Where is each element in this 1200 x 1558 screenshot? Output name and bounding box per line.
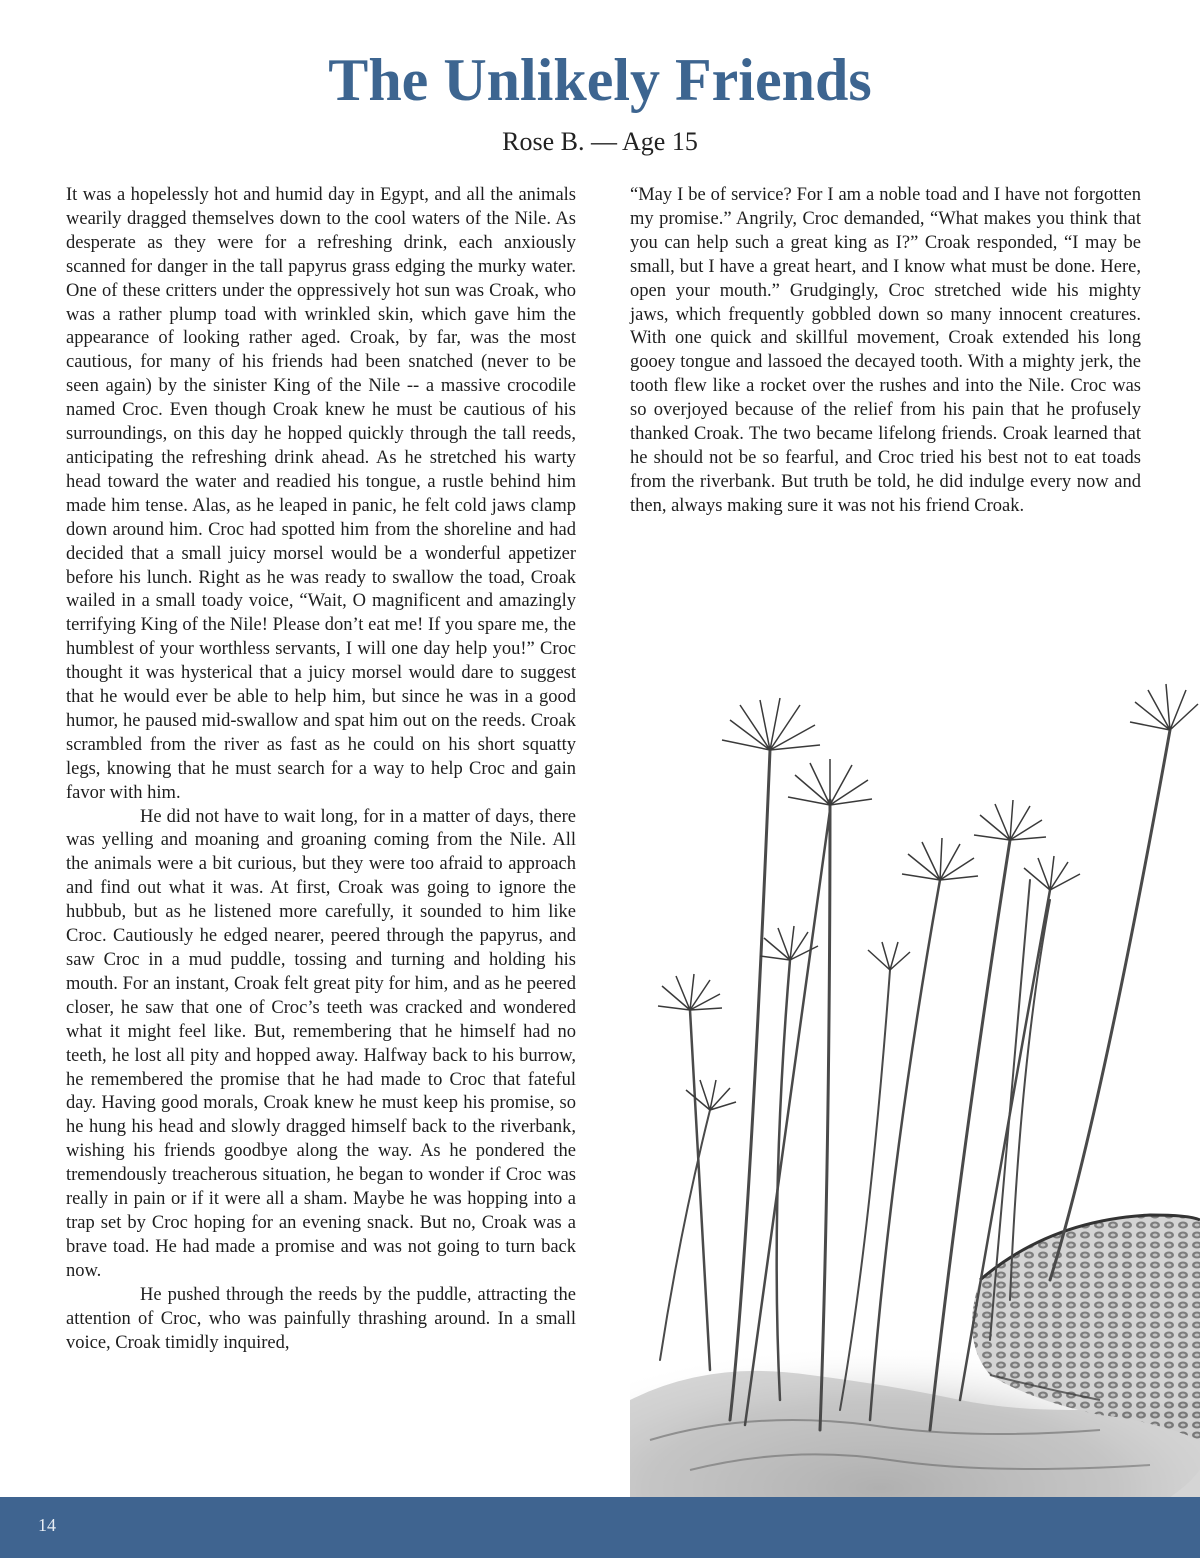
author-byline: Rose B. — Age 15 <box>502 127 698 156</box>
papyrus-crocodile-sketch <box>630 640 1200 1500</box>
paragraph: “May I be of service? For I am a noble toad and I have not forgotten my promise.” Angrily, Croc demanded, “What makes you think that you can help such a great king as I?” Croak responded, “I may be small, but I have a great heart, and I know what must be done. Here, open your mouth.” Grudgingly, Croc stretched wide his mighty jaws, which frequently gobbled down so many innocent creatures. With one quick and skillful movement, Croak extended his long gooey tongue and lassoed the decayed tooth. With a mighty jerk, the tooth flew like a rocket over the rushes and into the Nile. Croc was so overjoyed because of the relief from his pain that he profusely thanked Croak. The two became lifelong friends. Croak learned that he should not be so fearful, and Croc tried his best not to eat toads from the riverbank. But truth be told, he did indulge every now and then, always making sure it was not his friend Croak. <box>630 185 1141 516</box>
article-column-left <box>66 184 576 1355</box>
page-number: 14 <box>38 1515 56 1535</box>
paragraph: It was a hopelessly hot and humid day in Egypt, and all the animals wearily dragged themselves down to the cool waters of the Nile. As desperate as they were for a refreshing drink, each anxiously scanned for danger in the tall papyrus grass edging the murky water. One of these critters under the oppressively hot sun was Croak, who was a rather plump toad with wrinkled skin, which gave him the appearance of looking rather aged. Croak, by far, was the most cautious, for many of his friends had been snatched (never to be seen again) by the sinister King of the Nile -- a massive crocodile named Croc. Even though Croak knew he must be cautious of his surroundings, on this day he hopped quickly through the tall reeds, anticipating the refreshing drink ahead. As he stretched his warty head toward the water and readied his tongue, a rustle behind him made him tense. Alas, as he leaped in panic, he felt cold jaws clamp down around him. Croc had spotted him from the shoreline and had decided that a small juicy morsel would be a wonderful appetizer before his lunch. Right as he was ready to swallow the toad, Croak wailed in a small toady voice, “Wait, O magnificent and amazingly terrifying King of the Nile! Please don’t eat me! If you spare me, the humblest of your worthless servants, I will one day help you!” Croc thought it was hysterical that a juicy morsel would dare to suggest that he would ever be able to help him, but since he was in a good humor, he paused mid-swallow and spat him out on the reeds. Croak scrambled from the river as fast as he could on his short squatty legs, knowing that he must search for a way to help Croc and gain favor with him. <box>66 185 576 803</box>
article-column-right <box>630 184 1141 519</box>
paragraph: He did not have to wait long, for in a matter of days, there was yelling and moaning and groaning coming from the Nile. All the animals were a bit curious, but they were too afraid to approach and find out what it was. At first, Croak was going to ignore the hubbub, but as he listened more carefully, it sounded to him like Croc. Cautiously he edged nearer, peered through the papyrus, and saw Croc in a mud puddle, tossing and turning and holding his mouth. For an instant, Croak felt great pity for him, and as he peered closer, he saw that one of Croc’s teeth was cracked and wondered what it might feel like. But, remembering that he himself had no teeth, he lost all pity and hopped away. Halfway back to his burrow, he remembered the promise that he had made to Croc that fateful day. Having good morals, Croak knew he must keep his promise, so he hung his head and slowly dragged himself back to the riverbank, wishing his friends goodbye along the way. As he pondered the tremendously treacherous situation, he began to wonder if Croc was really in pain or if it were all a sham. Maybe he was hopping into a trap set by Croc hoping for an evening snack. But no, Croak was a brave toad. He had made a promise and was not going to turn back now. <box>66 806 576 1281</box>
paragraph: He pushed through the reeds by the puddle, attracting the attention of Croc, who was painfully thrashing around. In a small voice, Croak timidly inquired, <box>66 1284 576 1353</box>
page-footer <box>0 1497 1200 1558</box>
page-title: The Unlikely Friends <box>328 47 872 113</box>
